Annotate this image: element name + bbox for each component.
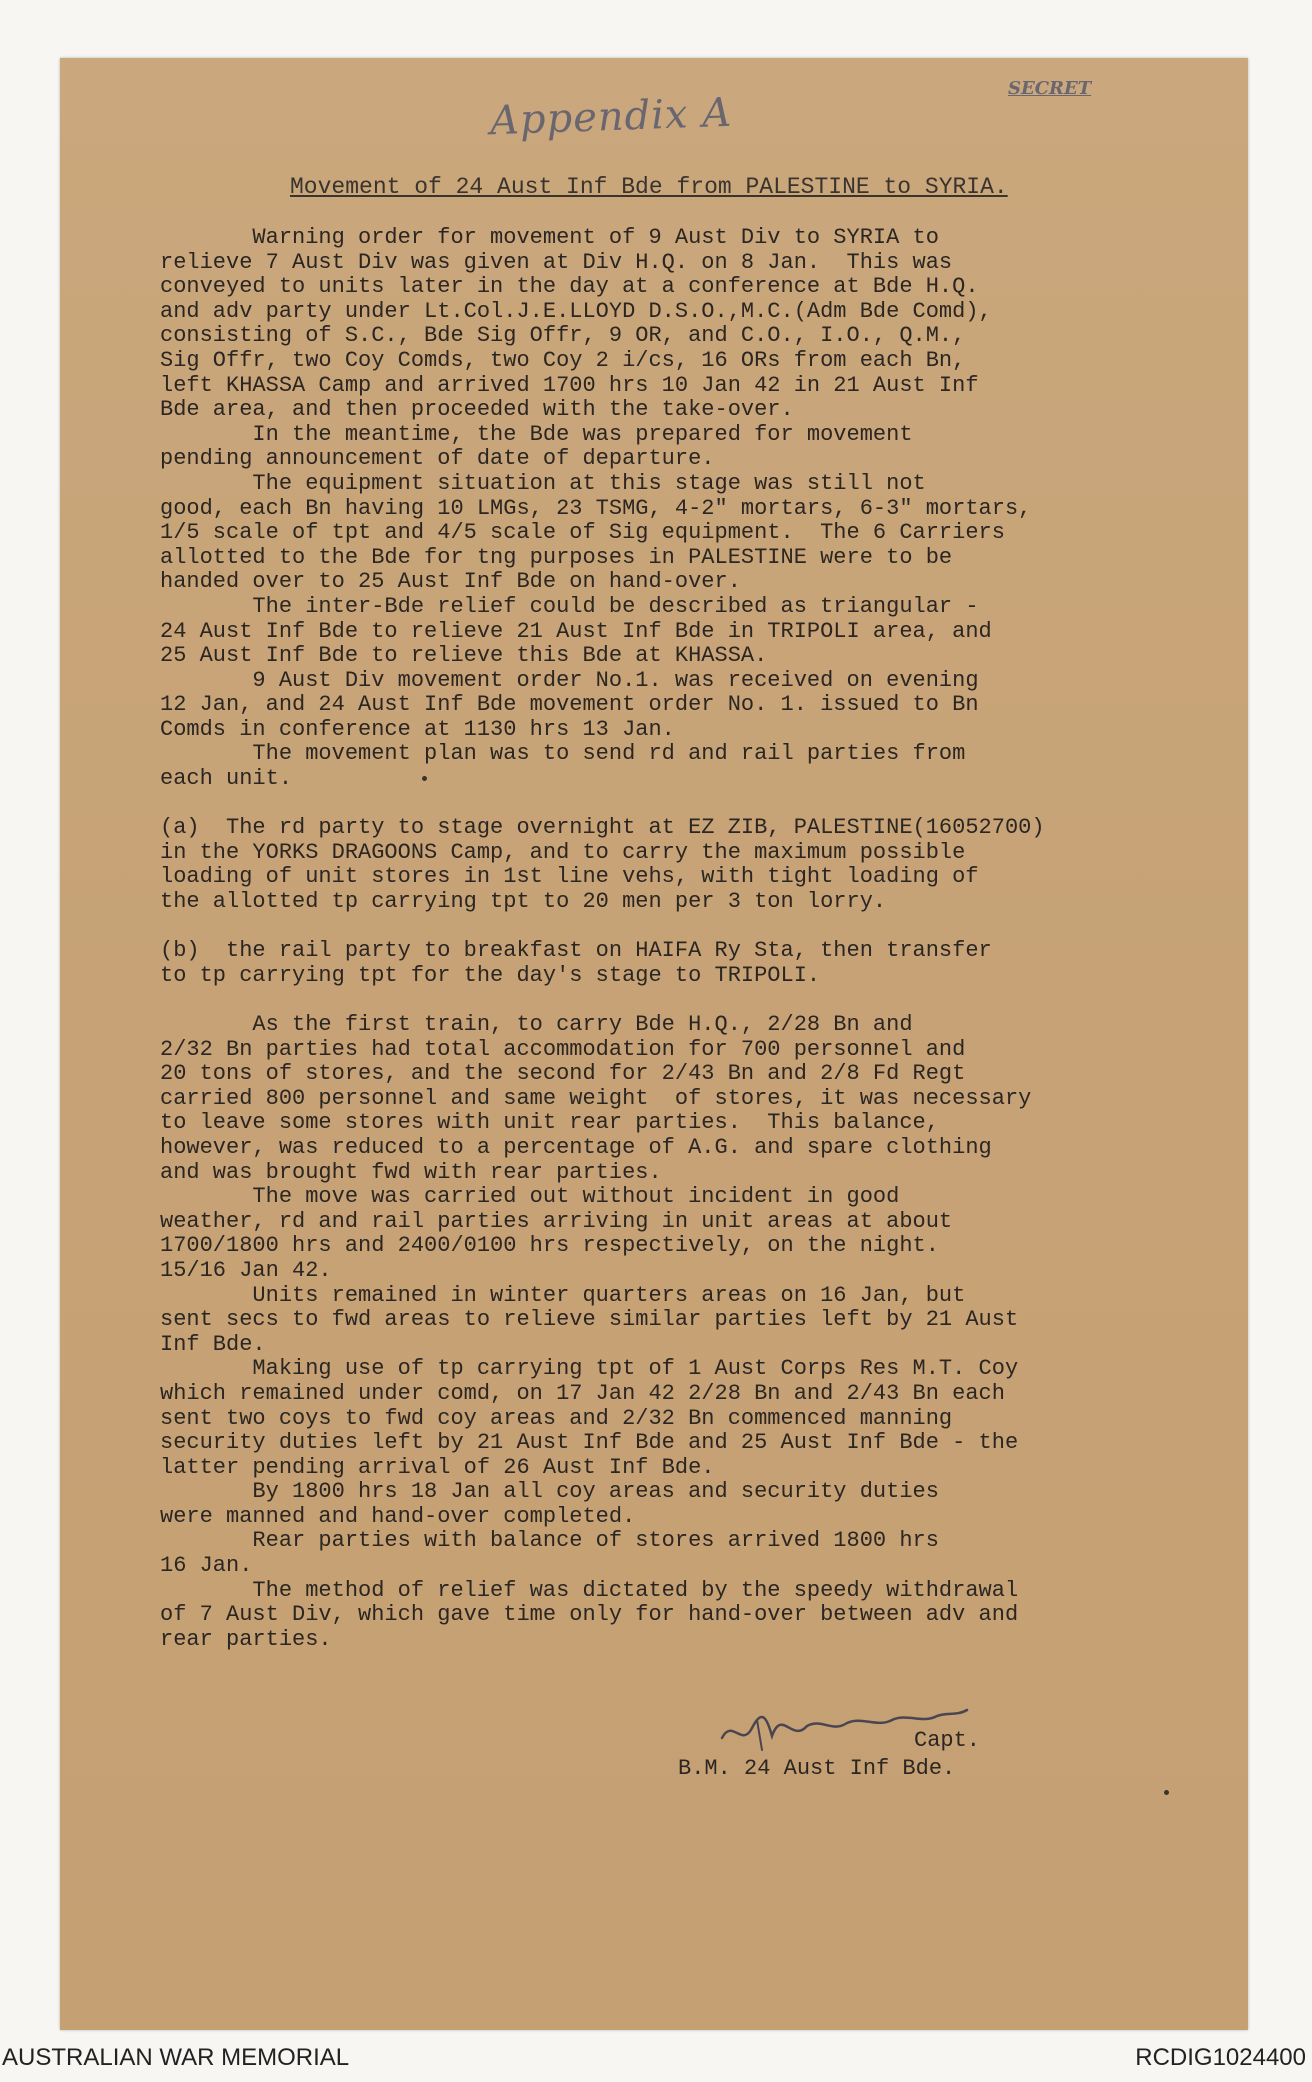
text-line: 9 Aust Div movement order No.1. was received on evening	[160, 667, 979, 693]
paragraph-gap	[160, 792, 1220, 817]
text-line: Sig Offr, two Coy Comds, two Coy 2 i/cs, 16 ORs from each Bn,	[160, 347, 966, 373]
signature-rank: Capt.	[914, 1728, 981, 1753]
text-line: and was brought fwd with rear parties.	[160, 1159, 662, 1185]
text-line: 2/32 Bn parties had total accommodation for 700 personnel and	[160, 1036, 966, 1062]
paragraph-gap	[160, 915, 1220, 940]
text-line: The movement plan was to send rd and rail parties from	[160, 741, 966, 767]
text-line: 25 Aust Inf Bde to relieve this Bde at KHASSA.	[160, 643, 768, 669]
text-line: Comds in conference at 1130 hrs 13 Jan.	[160, 716, 675, 742]
text-line: loading of unit stores in 1st line vehs, with tight loading of	[160, 864, 979, 890]
text-line: Making use of tp carrying tpt of 1 Aust Corps Res M.T. Coy	[160, 1356, 1019, 1382]
text-line: of 7 Aust Div, which gave time only for hand-over between adv and	[160, 1602, 1019, 1628]
text-line: 15/16 Jan 42.	[160, 1257, 332, 1283]
text-line: which remained under comd, on 17 Jan 42 2/28 Bn and 2/43 Bn each	[160, 1380, 1005, 1406]
text-line: (a) The rd party to stage overnight at EZ ZIB, PALESTINE(16052700)	[160, 815, 1045, 841]
text-line: sent two coys to fwd coy areas and 2/32 Bn commenced manning	[160, 1405, 953, 1431]
footer-institution: AUSTRALIAN WAR MEMORIAL	[2, 2044, 350, 2071]
text-line: left KHASSA Camp and arrived 1700 hrs 10 Jan 42 in 21 Aust Inf	[160, 372, 979, 398]
text-line: relieve 7 Aust Div was given at Div H.Q. on 8 Jan. This was	[160, 249, 953, 275]
signature-appointment: B.M. 24 Aust Inf Bde.	[678, 1756, 956, 1781]
text-line: weather, rd and rail parties arriving in unit areas at about	[160, 1208, 953, 1234]
text-line: The method of relief was dictated by the speedy withdrawal	[160, 1577, 1019, 1603]
text-line: (b) the rail party to breakfast on HAIFA Ry Sta, then transfer	[160, 938, 992, 964]
text-line: rear parties.	[160, 1626, 332, 1652]
text-line: handed over to 25 Aust Inf Bde on hand-over.	[160, 569, 741, 595]
text-line: The move was carried out without incident in good	[160, 1184, 900, 1210]
text-line: Warning order for movement of 9 Aust Div to SYRIA to	[160, 225, 939, 250]
document-title: Movement of 24 Aust Inf Bde from PALESTINE to SYRIA.	[290, 174, 1008, 200]
text-line: pending announcement of date of departure.	[160, 446, 715, 472]
text-line: sent secs to fwd areas to relieve similar parties left by 21 Aust	[160, 1307, 1019, 1333]
classification-marking: SECRET	[1008, 78, 1092, 99]
text-line: 24 Aust Inf Bde to relieve 21 Aust Inf Bde in TRIPOLI area, and	[160, 618, 992, 644]
handwritten-appendix-heading: Appendix A	[489, 89, 733, 145]
text-line: 1/5 scale of tpt and 4/5 scale of Sig equipment. The 6 Carriers	[160, 520, 1005, 546]
text-line: 12 Jan, and 24 Aust Inf Bde movement order No. 1. issued to Bn	[160, 692, 979, 718]
text-line: latter pending arrival of 26 Aust Inf Bde.	[160, 1454, 715, 1480]
text-line: As the first train, to carry Bde H.Q., 2/28 Bn and	[160, 1012, 913, 1037]
text-line: allotted to the Bde for tng purposes in PALESTINE were to be	[160, 544, 953, 570]
text-line: each unit.	[160, 766, 293, 792]
text-line: were manned and hand-over completed.	[160, 1503, 636, 1529]
text-line: to leave some stores with unit rear parties. This balance,	[160, 1110, 939, 1136]
text-line: Rear parties with balance of stores arrived 1800 hrs	[160, 1528, 939, 1554]
text-line: 16 Jan.	[160, 1553, 253, 1579]
ink-spot	[422, 776, 427, 781]
text-line: carried 800 personnel and same weight of stores, it was necessary	[160, 1085, 1032, 1111]
text-line: in the YORKS DRAGOONS Camp, and to carry the maximum possible	[160, 839, 966, 865]
text-line: By 1800 hrs 18 Jan all coy areas and security duties	[160, 1479, 939, 1505]
paragraph-gap	[160, 988, 1220, 1013]
footer-record-id: RCDIG1024400	[1135, 2044, 1306, 2071]
text-line: Units remained in winter quarters areas on 16 Jan, but	[160, 1282, 966, 1308]
text-line: to tp carrying tpt for the day's stage to TRIPOLI.	[160, 962, 821, 988]
text-line: the allotted tp carrying tpt to 20 men per 3 ton lorry.	[160, 889, 887, 915]
text-line: Bde area, and then proceeded with the take-over.	[160, 397, 794, 423]
text-line: The equipment situation at this stage was still not	[160, 470, 926, 496]
text-line: consisting of S.C., Bde Sig Offr, 9 OR, and C.O., I.O., Q.M.,	[160, 323, 966, 349]
text-line: Inf Bde.	[160, 1331, 266, 1357]
ink-spot	[1164, 1790, 1169, 1795]
text-line: however, was reduced to a percentage of A.G. and spare clothing	[160, 1134, 992, 1160]
text-line: In the meantime, the Bde was prepared for movement	[160, 421, 913, 447]
text-line: conveyed to units later in the day at a conference at Bde H.Q.	[160, 274, 979, 300]
text-line: good, each Bn having 10 LMGs, 23 TSMG, 4-2" mortars, 6-3" mortars,	[160, 495, 1032, 521]
text-line: and adv party under Lt.Col.J.E.LLOYD D.S.O.,M.C.(Adm Bde Comd),	[160, 298, 992, 324]
text-line: 20 tons of stores, and the second for 2/43 Bn and 2/8 Fd Regt	[160, 1061, 966, 1087]
document-sheet	[60, 58, 1248, 2030]
text-line: The inter-Bde relief could be described as triangular -	[160, 593, 979, 619]
text-line: 1700/1800 hrs and 2400/0100 hrs respectively, on the night.	[160, 1233, 939, 1259]
text-line: security duties left by 21 Aust Inf Bde and 25 Aust Inf Bde - the	[160, 1430, 1019, 1456]
document-body	[160, 226, 1220, 1652]
